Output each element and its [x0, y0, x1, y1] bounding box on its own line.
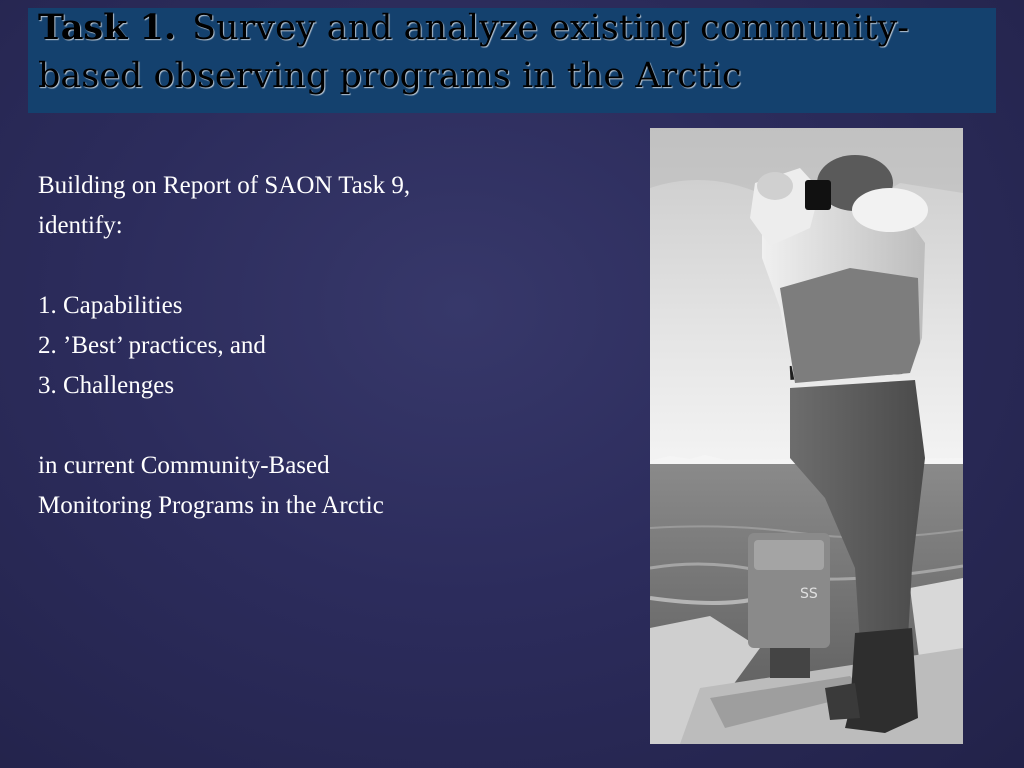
outro-line-2: Monitoring Programs in the Arctic	[38, 492, 384, 519]
title-text: Survey and analyze existing community-based observing programs in the Arctic	[38, 8, 910, 96]
list-item: 1. Capabilities	[38, 292, 183, 319]
body-text	[38, 166, 628, 526]
list-item: 2. ’Best’ practices, and	[38, 332, 266, 359]
title-task-label: Task 1.	[38, 7, 177, 48]
paragraph-gap	[38, 246, 628, 286]
motor-brand-label: SS	[800, 586, 818, 602]
photo-illustration	[650, 128, 963, 744]
photo-observer-with-binoculars	[650, 128, 963, 744]
list-item: 3. Challenges	[38, 372, 175, 399]
binoculars	[805, 180, 831, 210]
intro-line-1: Building on Report of SAON Task 9,	[38, 172, 411, 199]
paragraph-gap	[38, 406, 628, 446]
intro-line-2: identify:	[38, 212, 123, 239]
slide-title	[38, 4, 988, 100]
outro-line-1: in current Community-Based	[38, 452, 330, 479]
